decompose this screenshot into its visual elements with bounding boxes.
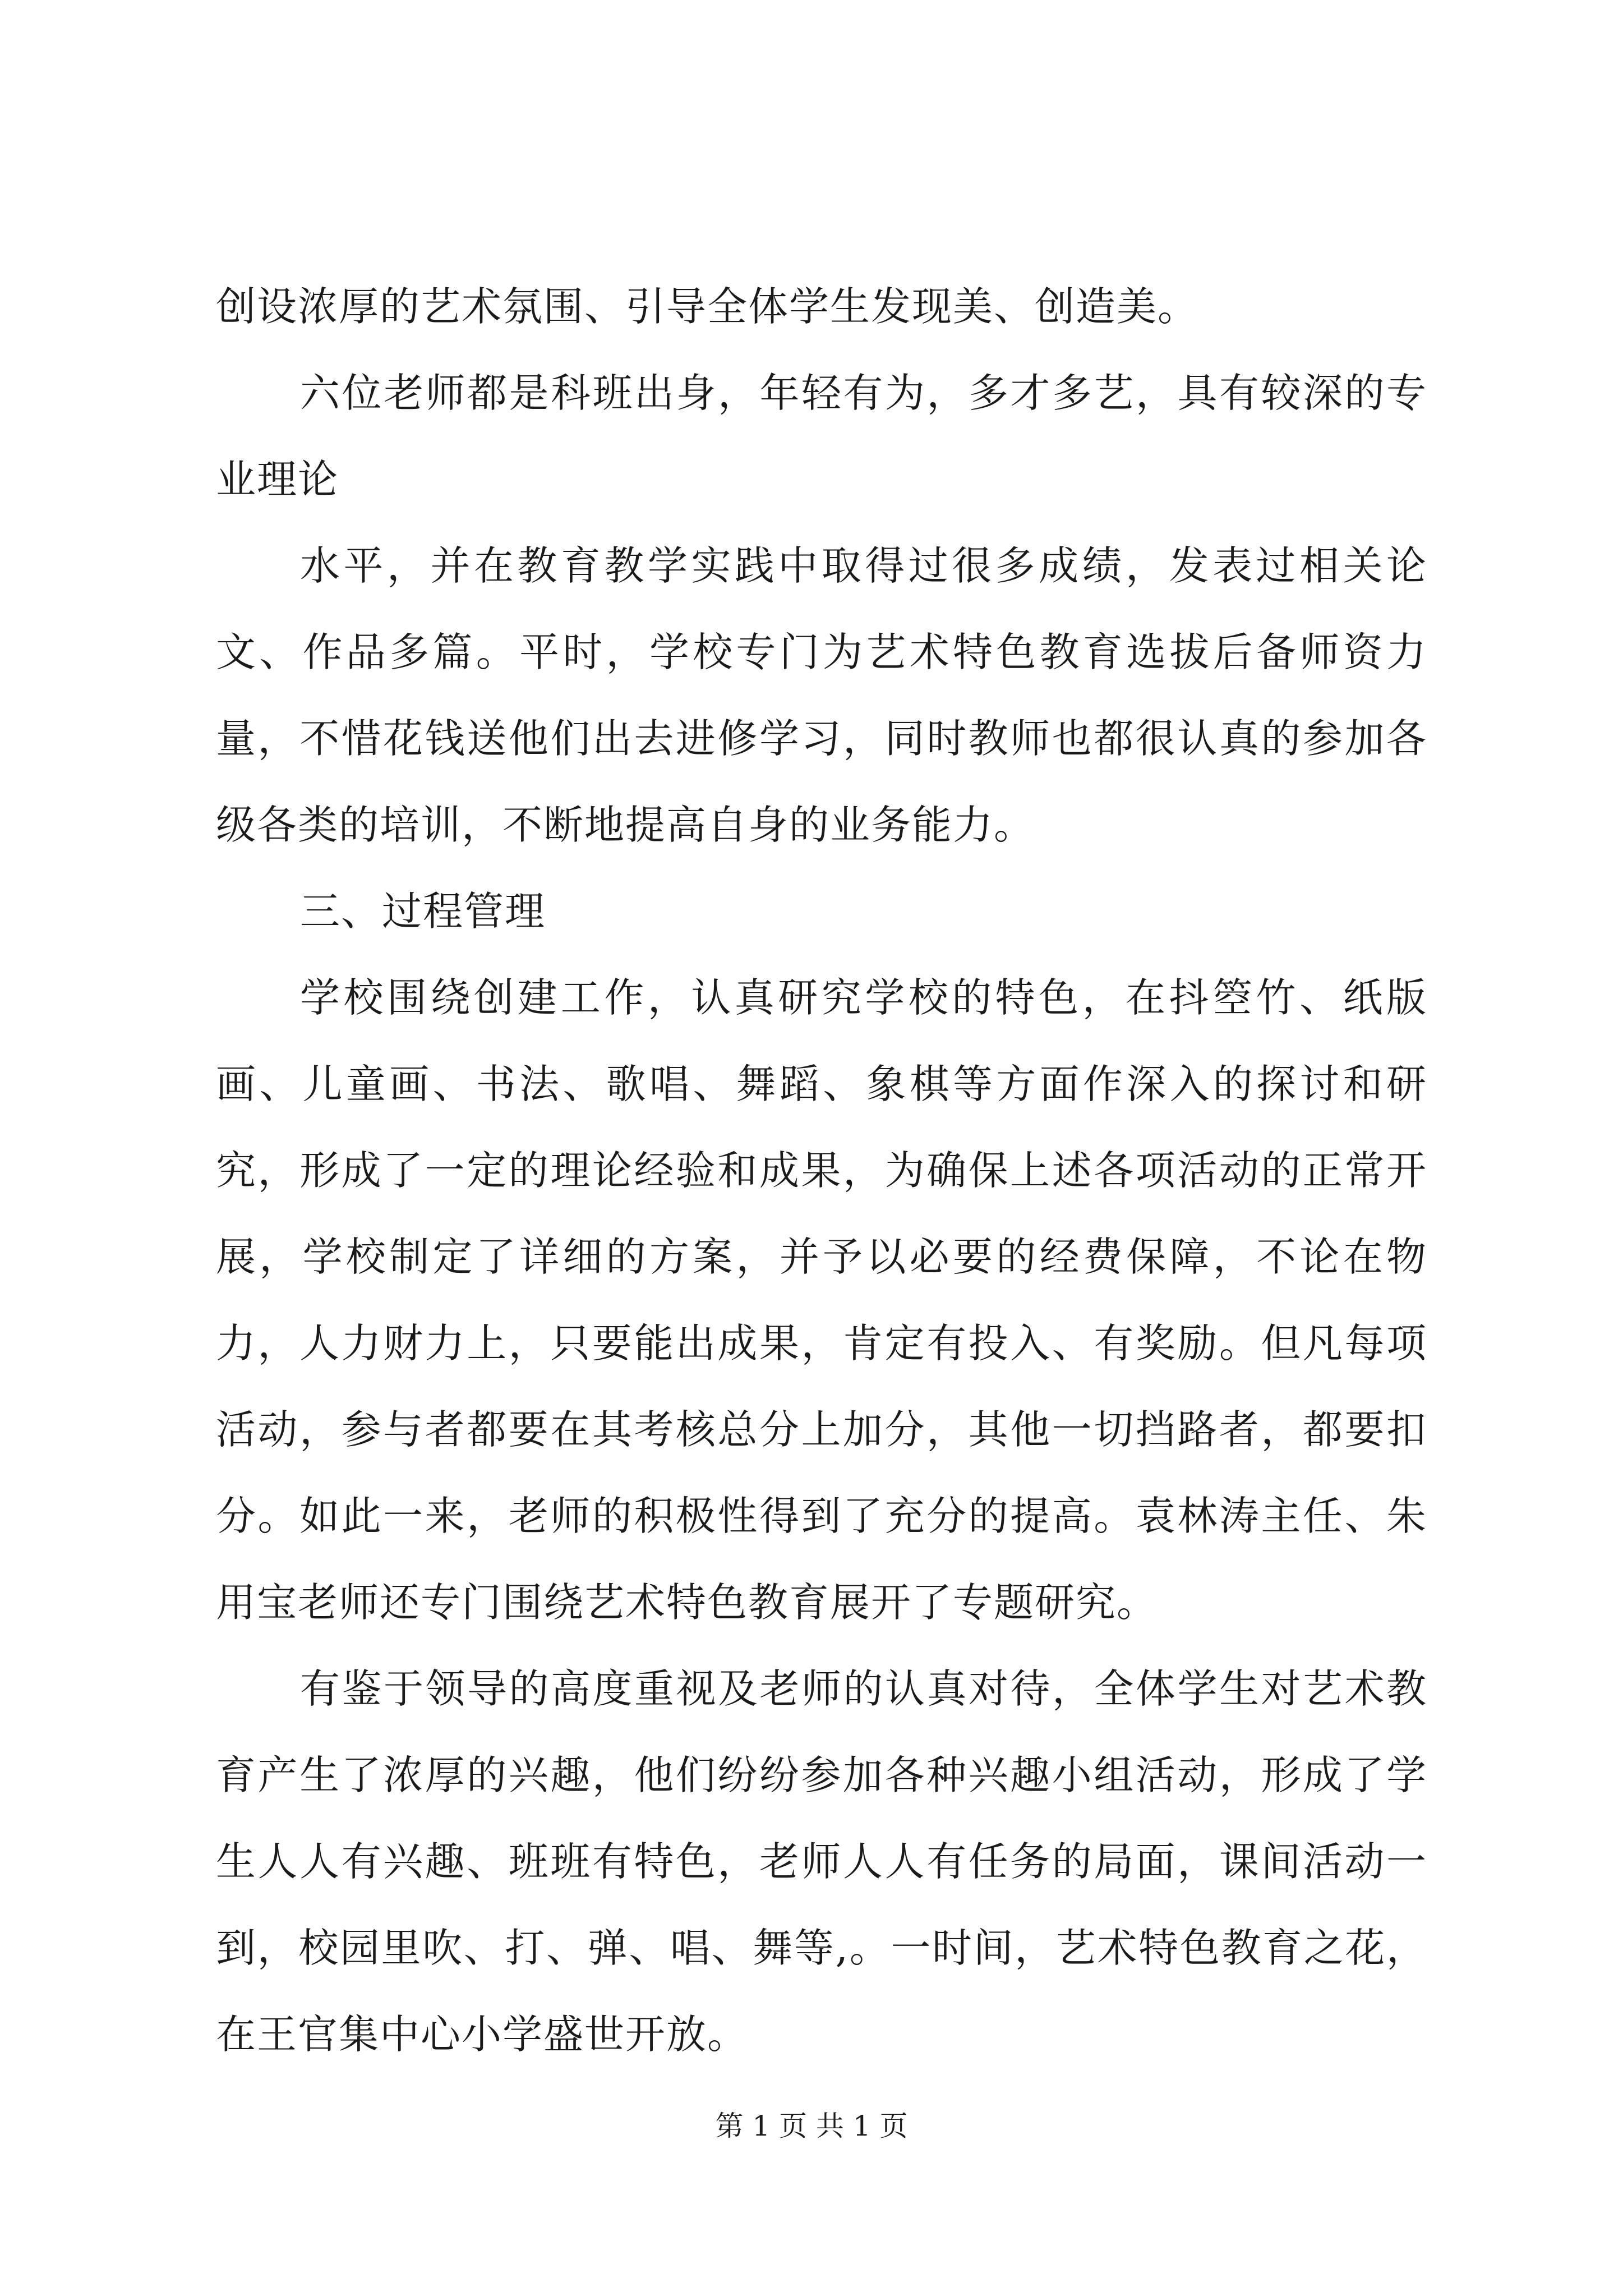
paragraph-student-interest: 有鉴于领导的高度重视及老师的认真对待，全体学生对艺术教育产生了浓厚的兴趣，他们纷纷参加各种兴趣小组活动，形成了学生人人有兴趣、班班有特色，老师人人有任务的局面，课间活动一到，校园里吹、打、弹、唱、舞等,。一时间，艺术特色教育之花，在王官集中心小学盛世开放。 (216, 1665, 1427, 2058)
paragraph-process-management: 学校围绕创建工作，认真研究学校的特色，在抖箜竹、纸版画、儿童画、书法、歌唱、舞蹈、象棋等方面作深入的探讨和研究，形成了一定的理论经验和成果，为确保上述各项活动的正常开展，学校制定了详细的方案，并予以必要的经费保障，不论在物力，人力财力上，只要能出成果，肯定有投入、有奖励。但凡每项活动，参与者都要在其考核总分上加分，其他一切挡路者，都要扣分。如此一来，老师的积极性得到了充分的提高。袁林涛主任、朱用宝老师还专门围绕艺术特色教育展开了专题研究。 (216, 974, 1427, 1626)
section-heading-process-management: 三、过程管理 (300, 888, 546, 935)
paragraph-teacher-level: 水平，并在教育教学实践中取得过很多成绩，发表过相关论文、作品多篇。平时，学校专门为艺术特色教育选拔后备师资力量，不惜花钱送他们出去进修学习，同时教师也都很认真的参加各级各类的培训，不断地提高自身的业务能力。 (216, 542, 1427, 848)
page-footer: 第 1 页 共 1 页 (715, 2110, 908, 2142)
document-body (216, 264, 1427, 2078)
paragraph-teachers: 六位老师都是科班出身，年轻有为，多才多艺，具有较深的专业理论 (216, 370, 1427, 503)
paragraph-continuation: 创设浓厚的艺术氛围、引导全体学生发现美、创造美。 (216, 283, 1199, 330)
